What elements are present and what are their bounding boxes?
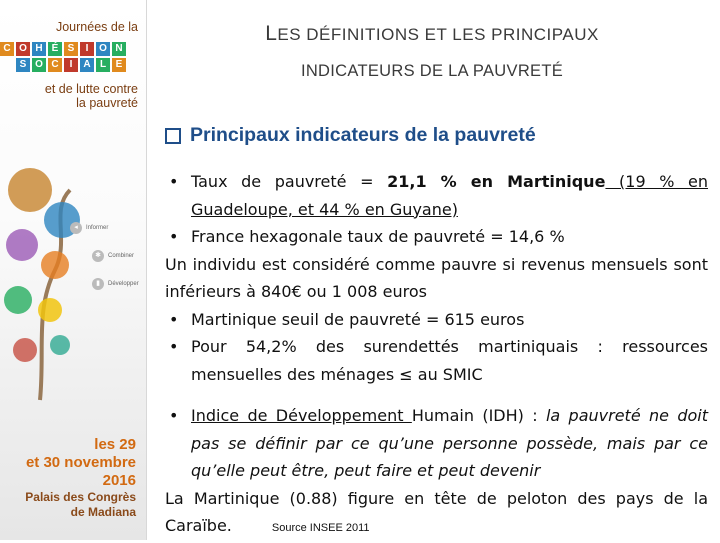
bullet-france-hexagonale: • France hexagonale taux de pauvreté = 14,6 % — [165, 223, 708, 251]
legend-combiner: ✱ Combiner — [92, 250, 134, 262]
paragraph-definition: Un individu est considéré comme pauvre si revenus mensuels sont inférieurs à 840€ ou 1 008 euros — [165, 254, 708, 301]
letter-tile: E — [112, 58, 126, 72]
title-line2: INDICATEURS DE LA PAUVRETÉ — [300, 62, 564, 80]
date-line2: et 30 novembre 2016 — [25, 454, 136, 489]
date-line1: les 29 — [94, 436, 136, 453]
tile-row-cohesion — [0, 42, 140, 56]
chart-icon: ▮ — [92, 278, 104, 290]
letter-tile: C — [0, 42, 14, 56]
event-dates — [0, 436, 136, 520]
letter-tile: S — [16, 58, 30, 72]
letter-tile: I — [80, 42, 94, 56]
banner-line3: la pauvreté — [76, 96, 138, 110]
letter-tile: I — [64, 58, 78, 72]
letter-tile: O — [16, 42, 30, 56]
event-banner — [0, 0, 147, 540]
slide-title — [162, 22, 702, 81]
source-note: Source INSEE 2011 — [271, 522, 370, 534]
letter-tile: S — [64, 42, 78, 56]
megaphone-icon: ◂ — [70, 222, 82, 234]
letter-tile: A — [80, 58, 94, 72]
paragraph-caraibe: La Martinique (0.88) figure en tête de peloton des pays de la Caraïbe. Source INSEE 2011 — [165, 488, 708, 535]
banner-tiles — [0, 42, 140, 74]
letter-tile: O — [96, 42, 110, 56]
legend-developper: ▮ Développer — [92, 278, 139, 290]
venue-line2: de Madiana — [70, 505, 136, 519]
checkbox-bullet-icon — [165, 128, 181, 144]
letter-tile: O — [32, 58, 46, 72]
legend-informer: ◂ Informer — [70, 222, 108, 234]
banner-lower — [45, 82, 138, 110]
bullet-seuil-martinique: • Martinique seuil de pauvreté = 615 euros — [165, 306, 708, 334]
banner-line2: et de lutte contre — [44, 82, 138, 96]
bullet-taux-martinique: • Taux de pauvreté = 21,1 % en Martinique (19 % en Guadeloupe, et 44 % en Guyane) — [165, 168, 708, 223]
banner-line1: Journées de la — [55, 20, 138, 34]
letter-tile: C — [48, 58, 62, 72]
gear-icon: ✱ — [92, 250, 104, 262]
letter-tile: H — [32, 42, 46, 56]
letter-tile: L — [96, 58, 110, 72]
slide-body — [165, 168, 708, 543]
bullet-surendettes: • Pour 54,2% des surendettés martiniquais : ressources mensuelles des ménages ≤ au SMIC — [165, 333, 708, 388]
section-heading: Principaux indicateurs de la pauvreté — [165, 124, 536, 147]
tile-row-sociale — [16, 58, 140, 72]
letter-tile: N — [112, 42, 126, 56]
letter-tile: É — [48, 42, 62, 56]
title-line1: LES DÉFINITIONS ET LES PRINCIPAUX — [265, 22, 599, 45]
venue-line1: Palais des Congrès — [25, 490, 136, 504]
bullet-idh: • Indice de Développement Humain (IDH) : la pauvreté ne doit pas se définir par ce qu’une personne possède, mais par ce qu’elle peut être, peut faire et peut devenir — [165, 402, 708, 485]
